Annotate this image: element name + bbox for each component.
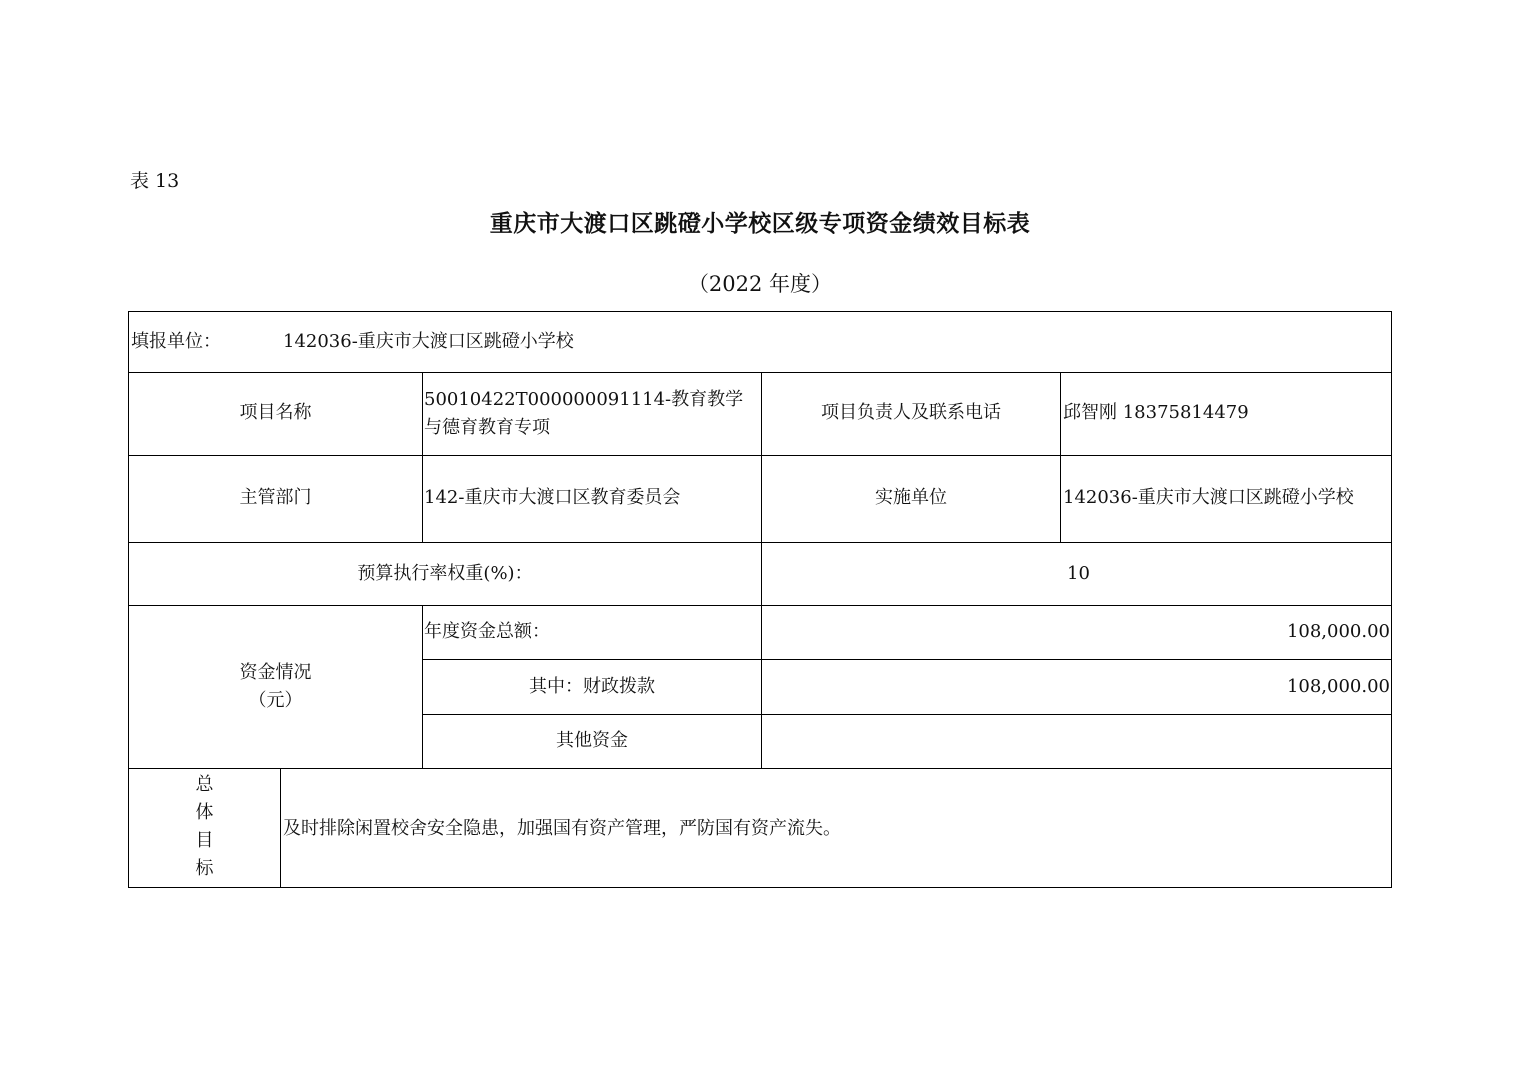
budget-rate-label: 预算执行率权重(%)： — [357, 563, 533, 584]
table-col-divider — [1060, 372, 1061, 542]
implementing-unit-label: 实施单位 — [875, 487, 947, 508]
table-row-divider — [128, 455, 1392, 456]
goal-label-char: 目 — [195, 830, 214, 851]
fiscal-funds-value: 108,000.00 — [1286, 676, 1390, 697]
other-funds-label: 其他资金 — [556, 730, 628, 751]
table-row-divider — [128, 605, 1392, 606]
reporting-unit-value: 142036-重庆市大渡口区跳磴小学校 — [283, 331, 574, 352]
funds-label — [129, 659, 422, 715]
department-label: 主管部门 — [239, 487, 312, 508]
goal-label-char: 体 — [195, 802, 214, 823]
table-row-divider — [422, 714, 1392, 715]
table-row-divider — [422, 659, 1392, 660]
table-col-divider — [422, 372, 423, 542]
overall-goal-value: 及时排除闲置校舍安全隐患，加强国有资产管理，严防国有资产流失。 — [283, 818, 841, 839]
table-border-right — [1391, 311, 1392, 888]
table-row-divider — [128, 768, 1392, 769]
fiscal-funds-label: 其中：财政拨款 — [529, 676, 655, 697]
total-funds-value: 108,000.00 — [1286, 621, 1390, 642]
goal-label-char: 标 — [195, 858, 214, 879]
reporting-unit-label: 填报单位： — [131, 331, 221, 352]
department-value: 142-重庆市大渡口区教育委员会 — [424, 487, 681, 508]
implementing-unit-value: 142036-重庆市大渡口区跳磴小学校 — [1063, 487, 1354, 508]
funds-label-line2: （元） — [248, 690, 303, 711]
funds-label-line1: 资金情况 — [239, 662, 312, 683]
table-col-divider — [761, 372, 762, 768]
table-col-divider — [280, 768, 281, 887]
project-contact-label: 项目负责人及联系电话 — [821, 402, 1001, 423]
project-contact-value: 邱智刚 18375814479 — [1063, 402, 1249, 423]
overall-goal-label — [129, 771, 280, 883]
table-row-divider — [128, 542, 1392, 543]
page-title: 重庆市大渡口区跳磴小学校区级专项资金绩效目标表 — [489, 211, 1031, 237]
total-funds-label: 年度资金总额： — [424, 621, 550, 642]
project-name-value: 50010422T000000091114-教育教学与德育教育专项 — [424, 389, 744, 438]
page-subtitle: （2022 年度） — [687, 272, 833, 296]
table-border-top — [128, 311, 1392, 312]
goal-label-char: 总 — [195, 774, 214, 795]
table-row-divider — [128, 372, 1392, 373]
budget-rate-value: 10 — [1067, 563, 1090, 584]
table-number-label: 表 13 — [130, 170, 180, 192]
table-border-bottom — [128, 887, 1392, 888]
project-name-label: 项目名称 — [239, 402, 312, 423]
